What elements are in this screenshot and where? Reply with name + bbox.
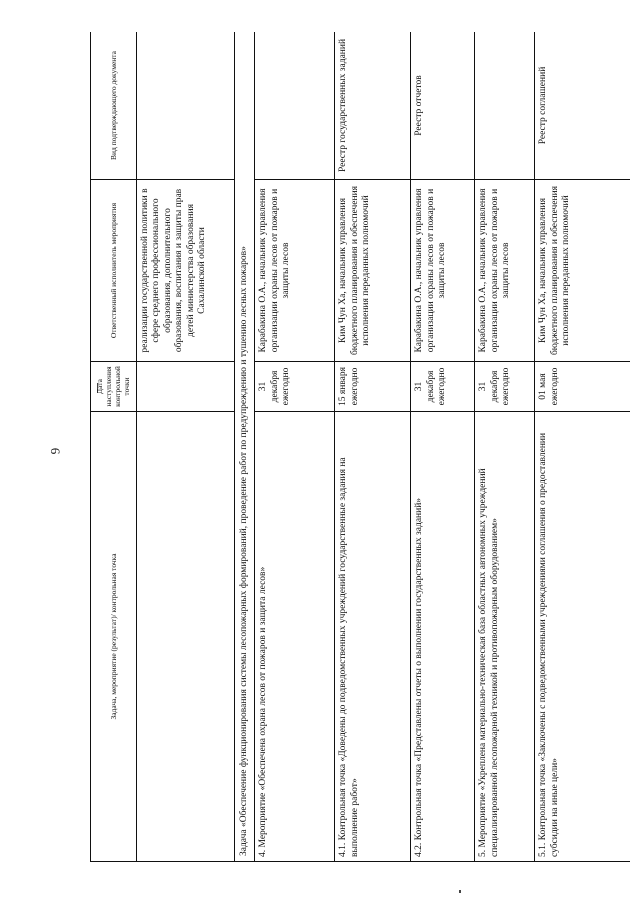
executor-cell: Ким Чун Ха, начальник управления бюджетного планирования и обеспечения исполнения переданных полномочий [535,180,630,362]
carryover-row [136,32,234,862]
executor-cell: Карабакина О.А., начальник управления организации охраны лесов от пожаров и защиты лесов [475,180,535,362]
activity-cell: 4.2. Контрольная точка «Представлены отчеты о выполнении государственных заданий» [411,412,475,862]
date-cell: 31 декабря ежегодно [475,362,535,412]
carryover-date [136,362,234,412]
document-cell: Реестр соглашений [535,32,630,180]
activity-cell: 4. Мероприятие «Обеспечена охрана лесов от пожаров и защита лесов» [255,412,335,862]
document-cell: Реестр отчетов [411,32,475,180]
activity-cell: 5.1. Контрольная точка «Заключены с подведомственными учреждениями соглашения о предоставлении субсидии на иные цели» [535,412,630,862]
carryover-activity [136,412,234,862]
carryover-executor: реализации государственной политики в сфере среднего профессионального образования, дополнительного образования, воспитания и защиты прав детей министерства образования Сахалинской области [136,180,234,362]
table-row [475,32,535,862]
task-title: Задача «Обеспечение функционирования системы лесопожарных формирований, проведение работ по предупреждению и тушению лесных пожаров» [234,32,255,862]
executor-cell: Карабакина О.А., начальник управления организации охраны лесов от пожаров и защиты лесов [411,180,475,362]
table-header-row [91,32,137,862]
document-cell [255,32,335,180]
table-row [535,32,630,862]
scan-mark-bottom [459,890,461,893]
header-activity: Задача, мероприятие (результат)/ контрольная точка [91,412,137,862]
page-number: 6 [48,447,63,455]
activity-cell: 4.1. Контрольная точка «Доведены до подведомственных учреждений государственные задания на выполнение работ» [335,412,411,862]
activity-cell: 5. Мероприятие «Укреплена материально-техническая база областных автономных учреждений специализированной лесопожарной техникой и противопожарным оборудованием» [475,412,535,862]
table-row [335,32,411,862]
executor-cell: Ким Чун Ха, начальник управления бюджетного планирования и обеспечения исполнения переданных полномочий [335,180,411,362]
control-points-table [90,32,630,862]
document-cell [475,32,535,180]
header-executor: Ответственный исполнитель мероприятия [91,180,137,362]
document-cell: Реестр государственных заданий [335,32,411,180]
header-document: Вид подтверждающего документа [91,32,137,180]
date-cell: 01 мая ежегодно [535,362,630,412]
header-date: Дата наступления контрольной точки [91,362,137,412]
table-row [411,32,475,862]
rotated-table-wrapper [90,32,630,862]
carryover-document [136,32,234,180]
date-cell: 31 декабря ежегодно [411,362,475,412]
date-cell: 31 декабря ежегодно [255,362,335,412]
date-cell: 15 января ежегодно [335,362,411,412]
table-container [90,32,630,862]
executor-cell: Карабакина О.А., начальник управления организации охраны лесов от пожаров и защиты лесов [255,180,335,362]
table-row [255,32,335,862]
task-row [234,32,255,862]
